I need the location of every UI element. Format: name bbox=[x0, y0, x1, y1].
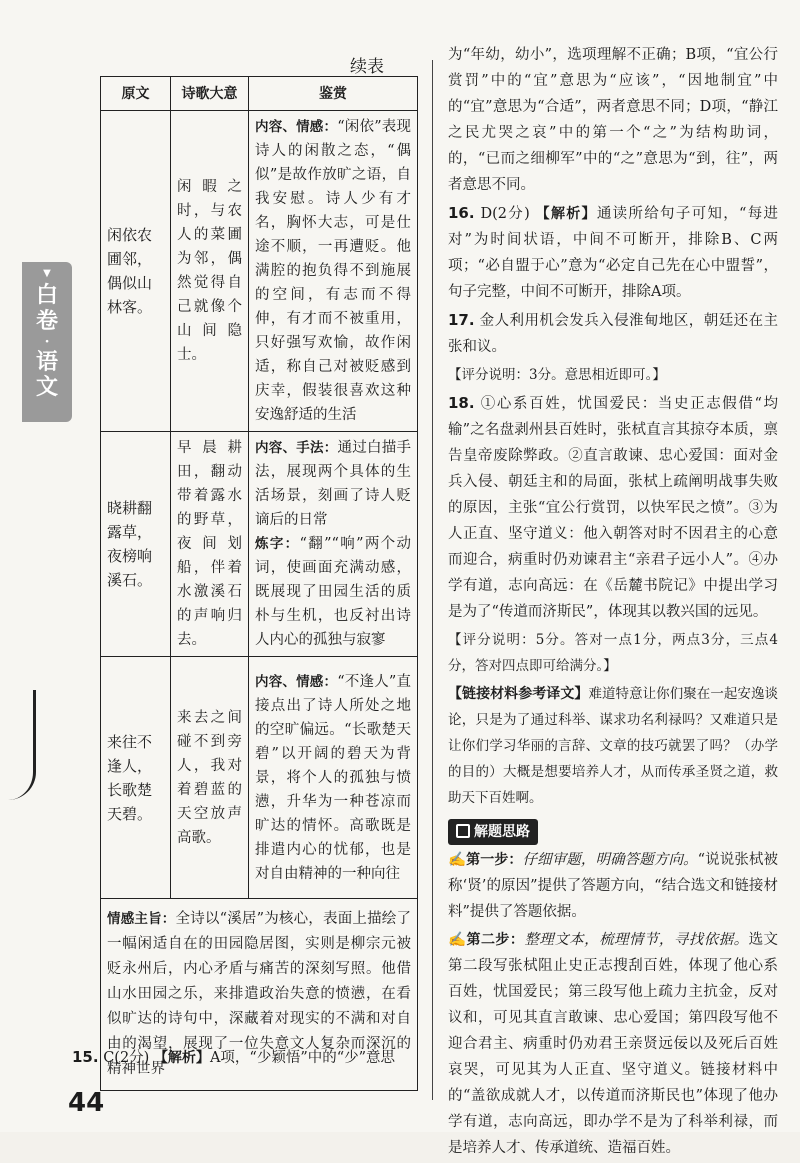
poem-table bbox=[100, 76, 418, 1091]
link-tag: 【链接材料参考译文】 bbox=[448, 686, 589, 702]
pen-icon: ✍ bbox=[448, 851, 467, 868]
triangle-icon: ▼ bbox=[43, 268, 51, 279]
step-1 bbox=[448, 847, 778, 925]
step-hint: 仔细审题，明确答题方向。 bbox=[522, 852, 698, 868]
question-number: 18. bbox=[448, 394, 475, 412]
link-material bbox=[448, 681, 778, 811]
side-tab-dot: · bbox=[44, 333, 50, 350]
analysis-tag: 【解析】 bbox=[535, 206, 597, 222]
side-tab-char: 白 bbox=[35, 282, 58, 309]
summary-text: 全诗以“溪居”为核心，表面上描绘了一幅闲适自在的田园隐居图，实则是柳宗元被贬永州后，内心矛盾与痛苦的深刻写照。他借山水田园之乐，来排遣政治失意的愤懑，在看似旷达的诗句中，深藏着对现实的不满和对自由的渴望，展现了一位失意文人复杂而深沉的精神世界 bbox=[107, 911, 412, 1077]
cell-meaning: 闲暇之时，与农人的菜圃为邻，偶然觉得自己就像个山间隐士。 bbox=[171, 111, 249, 432]
header-original: 原文 bbox=[101, 77, 171, 111]
pen-icon: ✍ bbox=[448, 931, 467, 948]
step-tag: 第一步： bbox=[466, 852, 523, 868]
notebook-icon bbox=[456, 824, 470, 838]
side-tab bbox=[22, 262, 72, 422]
question-number: 15. bbox=[72, 1048, 99, 1066]
side-tab-char: 语 bbox=[35, 349, 58, 376]
appreciation-tag: 内容、情感： bbox=[255, 673, 338, 690]
answer: D(2分) bbox=[480, 206, 530, 222]
answer-text: 金人利用机会发兵入侵淮甸地区，朝廷还在主张和议。 bbox=[448, 313, 779, 355]
question-18 bbox=[448, 390, 778, 625]
right-column bbox=[448, 42, 778, 1163]
column-divider bbox=[432, 60, 433, 1100]
cell-appreciation bbox=[249, 657, 418, 899]
header-meaning: 诗歌大意 bbox=[171, 77, 249, 111]
header-appreciation: 鉴赏 bbox=[249, 77, 418, 111]
step-tag: 第二步： bbox=[466, 932, 525, 948]
appreciation-tag: 内容、手法： bbox=[255, 440, 338, 456]
question-16 bbox=[448, 200, 778, 305]
cell-meaning: 早晨耕田，翻动带着露水的野草，夜间划船，伴着水激溪石的声响归去。 bbox=[171, 432, 249, 657]
answer-text: ①心系百姓，忧国爱民：当史正志假借“均输”之名盘剥州县百姓时，张栻直言其掠夺本质，禀告皇帝废除弊政。②直言敢谏、忠心爱国：面对金兵入侵、朝廷主和的局面，张栻上疏阐明战事失败的原因，主张“宜公行赏罚，以快军民之愤”。③为人正直、坚守道义：他入朝答对时不因君主的心意而迎合，病重时仍劝谏君主“亲君子远小人”。④办学有道，志向高远：在《岳麓书院记》中提出学习是为了“传道而济斯民”，体现其以教兴国的远见。 bbox=[448, 396, 778, 620]
table-row bbox=[101, 432, 418, 657]
analysis-text: 通读所给句子可知，“每进对”为时间状语，中间不可断开，排除B、C两项；“必自盟于心”意为“必定自己先在心中盟誓”，句子完整，中间不可断开，排除A项。 bbox=[448, 206, 779, 300]
cell-original: 闲依农圃邻，偶似山林客。 bbox=[101, 111, 171, 432]
continued-label: 续表 bbox=[350, 57, 384, 77]
appreciation-tag: 炼字： bbox=[255, 536, 300, 552]
summary-tag: 情感主旨： bbox=[107, 911, 176, 927]
cell-appreciation bbox=[249, 111, 418, 432]
page-curl-mark bbox=[8, 690, 36, 800]
appreciation-text: 通过白描手法，展现两个具体的生活场景，刻画了诗人贬谪后的日常 bbox=[255, 440, 411, 528]
cell-appreciation bbox=[249, 432, 418, 657]
question-15 bbox=[72, 1045, 422, 1070]
side-tab-char: 卷 bbox=[35, 307, 58, 334]
step-text: 选文第二段写张栻阻止史正志搜刮百姓，体现了他心系百姓，忧国爱民；第三段写他上疏力主抗金，反对议和，可见其直言敢谏、忠心爱国；第四段写他不迎合君主、病重时仍劝君王亲贤远佞以及死后百姓哀哭，可见其为人正直、坚守道义。链接材料中的“盖欲成就人才，以传道而济斯民也”体现了他办学有道，志向高远，即办学不是为了科举利禄，而是培养人才、传承道统、造福百姓。 bbox=[448, 932, 779, 1156]
page-number: 44 bbox=[68, 1088, 105, 1118]
appreciation-text: “不逢人”直接点出了诗人所处之地的空旷偏远。“长歌楚天碧”以开阔的碧天为背景，将个人的孤独与愤懑，升华为一种苍凉而旷达的情怀。高歌既是排遣内心的忧郁，也是对自由精神的一种向往 bbox=[255, 673, 412, 882]
scoring-note: 【评分说明：3分。意思相近即可。】 bbox=[448, 367, 666, 383]
side-tab-char: 文 bbox=[35, 374, 58, 401]
heading-text: 解题思路 bbox=[474, 824, 530, 840]
step-hint: 整理文本，梳理情节，寻找依据。 bbox=[524, 932, 749, 948]
table-row bbox=[101, 657, 418, 899]
table-header-row bbox=[101, 77, 418, 111]
question-number: 17. bbox=[448, 311, 475, 329]
solution-heading bbox=[448, 819, 538, 845]
table-row bbox=[101, 111, 418, 432]
appreciation-text: “翻”“响”两个动词，使画面充满动感，既展现了田园生活的质朴与生机，也反衬出诗人内心的孤独与寂寥 bbox=[255, 536, 412, 648]
analysis-tag: 【解析】 bbox=[153, 1050, 210, 1066]
link-text: 难道特意让你们聚在一起安逸谈论，只是为了通过科举、谋求功名利禄吗？又难道只是让你们学习华丽的言辞、文章的技巧就罢了吗？（办学的目的）大概是想要培养人才，从而传承圣贤之道，救助天下百姓啊。 bbox=[448, 686, 779, 806]
analysis-text: A项，“少颖悟”中的“少”意思 bbox=[209, 1050, 396, 1066]
cell-meaning: 来去之间碰不到旁人，我对着碧蓝的天空放声高歌。 bbox=[171, 657, 249, 899]
step-text: “说说张栻被称‘贤’的原因”提供了答题方向，“结合选文和链接材料”提供了答题依据。 bbox=[448, 852, 779, 920]
appreciation-text: “闲依”表现诗人的闲散之态，“偶似”是故作放旷之语，自我安慰。诗人少有才名，胸怀大志，可是仕途不顺，一再遭贬。他满腔的抱负得不到施展的空间，有志而不得伸，有才而不被重用，只好强写欢愉，故作闲适，称自己对被贬感到庆幸，假装很喜欢这种安逸舒适的生活 bbox=[255, 119, 412, 423]
appreciation-tag: 内容、情感： bbox=[255, 119, 338, 135]
q15-continued: 为“年幼，幼小”，选项理解不正确；B项，“宜公行赏罚”中的“宜”意思为“应该”，“因地制宜”中的“宜”意思为“合适”，两者意思不同；D项，“静江之民尤哭之哀”中的第一个“之”为结构助词，的，“已而之细柳军”中的“之”意思为“到，往”，两者意思不同。 bbox=[448, 47, 778, 193]
cell-original: 来往不逢人，长歌楚天碧。 bbox=[101, 657, 171, 899]
answer: C(2分) bbox=[103, 1050, 150, 1066]
question-number: 16. bbox=[448, 204, 475, 222]
step-2 bbox=[448, 927, 778, 1161]
scoring-note: 【评分说明：5分。答对一点1分，两点3分，三点4分，答对四点即可给满分。】 bbox=[448, 632, 778, 674]
question-17 bbox=[448, 307, 778, 360]
cell-original: 晓耕翻露草，夜榜响溪石。 bbox=[101, 432, 171, 657]
